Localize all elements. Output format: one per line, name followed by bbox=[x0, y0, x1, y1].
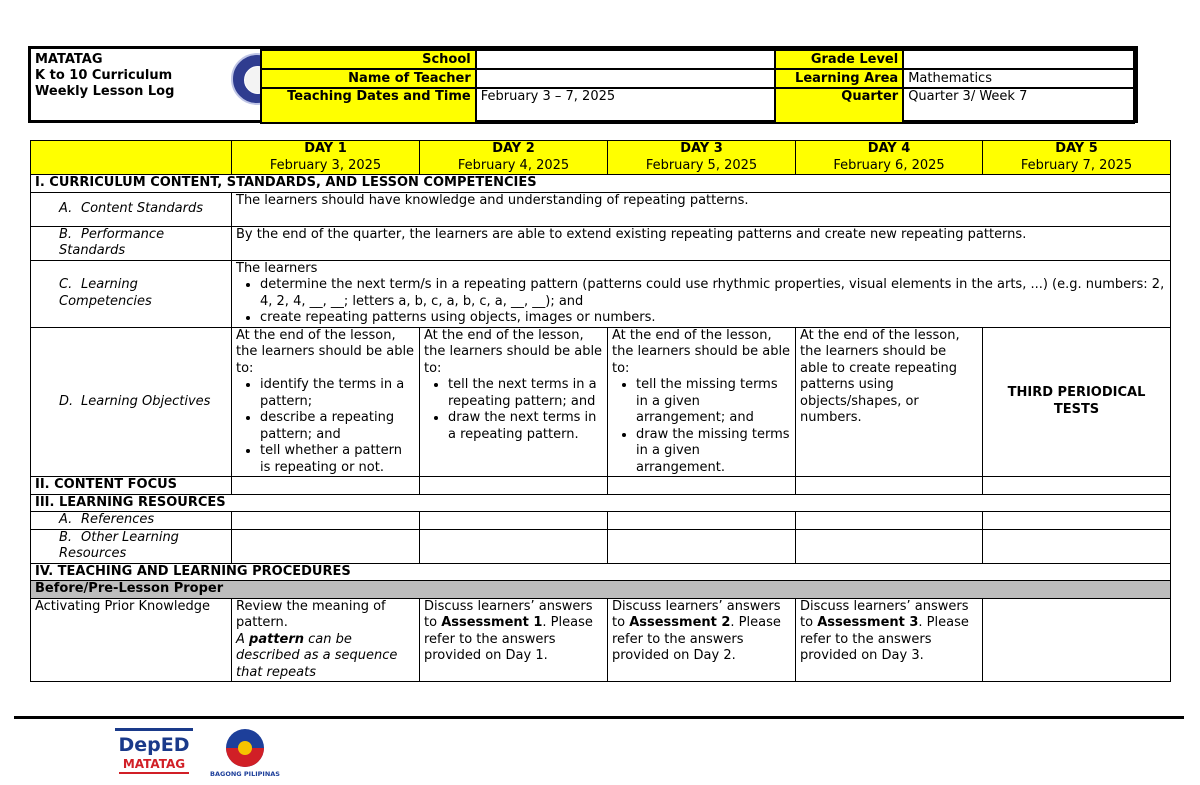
activating-day-1: Review the meaning of pattern. A pattern can be described as a sequence that repeats bbox=[232, 598, 420, 682]
header-info-grid bbox=[260, 49, 1135, 124]
content-standards-label: A. Content Standards bbox=[31, 192, 232, 226]
svg-text:MATATAG: MATATAG bbox=[122, 757, 186, 771]
before-lesson-band: Before/Pre-Lesson Proper bbox=[31, 581, 1171, 599]
footer-divider bbox=[14, 716, 1184, 719]
grade-level-value bbox=[903, 50, 1134, 69]
performance-standards-label: B. Performance Standards bbox=[31, 226, 232, 260]
activating-day-2: Discuss learners’ answers to Assessment 1. Please refer to the answers provided on Day 1. bbox=[420, 598, 608, 682]
objectives-day-4: At the end of the lesson, the learners should be able to create repeating patterns using objects/shapes, or numbers. bbox=[796, 327, 983, 477]
day-1-header: DAY 1 February 3, 2025 bbox=[232, 141, 420, 175]
day-4-header: DAY 4 February 6, 2025 bbox=[796, 141, 983, 175]
day-5-header: DAY 5 February 7, 2025 bbox=[983, 141, 1171, 175]
school-label: School bbox=[261, 50, 476, 69]
svg-text:DepED: DepED bbox=[118, 734, 190, 756]
objectives-day-1: At the end of the lesson, the learners should be able to: • identify the terms in a pattern; • describe a repeating pattern; and • tell whether a pattern is repeating or not. bbox=[232, 327, 420, 477]
svg-text:BAGONG PILIPINAS: BAGONG PILIPINAS bbox=[210, 770, 280, 778]
competency-item: • determine the next term/s in a repeating pattern (patterns could use rhythmic properties, visual elements in the arts, ...) (e.g. numbers: 2, 4, 2, 4, __, __; letters a, b, c, a, b, c, a, __, __); and bbox=[260, 277, 1166, 310]
deped-matatag-logo bbox=[115, 728, 193, 778]
section-3-title: III. LEARNING RESOURCES bbox=[31, 494, 1171, 512]
corner-cell bbox=[31, 141, 232, 175]
activating-day-4: Discuss learners’ answers to Assessment 3. Please refer to the answers provided on Day 3. bbox=[796, 598, 983, 682]
learning-area-label: Learning Area bbox=[775, 69, 904, 88]
objectives-day-2: At the end of the lesson, the learners should be able to: • tell the next terms in a repeating pattern; and • draw the next terms in a repeating pattern. bbox=[420, 327, 608, 477]
activating-day-3: Discuss learners’ answers to Assessment 2. Please refer to the answers provided on Day 2. bbox=[608, 598, 796, 682]
school-value bbox=[476, 50, 775, 69]
competencies-text: The learners • determine the next term/s in a repeating pattern (patterns could use rhythmic properties, visual elements in the arts, ...) (e.g. numbers: 2, 4, 2, 4, __, __; letters a, b, c, a, b, c, a, __, __); and • create repeating patterns using objects, images or numbers. bbox=[232, 260, 1171, 327]
grade-level-label: Grade Level bbox=[775, 50, 904, 69]
quarter-value: Quarter 3/ Week 7 bbox=[903, 88, 1134, 123]
day-3-header: DAY 3 February 5, 2025 bbox=[608, 141, 796, 175]
day-header-row bbox=[31, 141, 1171, 175]
header-line-3: Weekly Lesson Log bbox=[35, 84, 175, 99]
objectives-day-3: At the end of the lesson, the learners should be able to: • tell the missing terms in a given arrangement; and • draw the missing terms in a given arrangement. bbox=[608, 327, 796, 477]
references-label: A. References bbox=[31, 512, 232, 530]
teacher-label: Name of Teacher bbox=[261, 69, 476, 88]
dates-label: Teaching Dates and Time bbox=[261, 88, 476, 123]
section-2-title: II. CONTENT FOCUS bbox=[31, 477, 232, 495]
section-1-title: I. CURRICULUM CONTENT, STANDARDS, AND LESSON COMPETENCIES bbox=[31, 175, 1171, 193]
objectives-day-5: THIRD PERIODICAL TESTS bbox=[983, 327, 1171, 477]
content-standards-text: The learners should have knowledge and understanding of repeating patterns. bbox=[232, 192, 1171, 226]
other-resources-label: B. Other Learning Resources bbox=[31, 529, 232, 563]
activating-day-5 bbox=[983, 598, 1171, 682]
dates-value: February 3 – 7, 2025 bbox=[476, 88, 775, 123]
competencies-label: C. Learning Competencies bbox=[31, 260, 232, 327]
activating-label: Activating Prior Knowledge bbox=[31, 598, 232, 682]
header-title bbox=[35, 52, 195, 100]
teacher-value bbox=[476, 69, 775, 88]
quarter-label: Quarter bbox=[775, 88, 904, 123]
header-line-1: MATATAG bbox=[35, 52, 103, 67]
bagong-pilipinas-logo bbox=[210, 727, 280, 779]
lesson-log-table bbox=[30, 140, 1171, 682]
objectives-label: D. Learning Objectives bbox=[31, 327, 232, 477]
competency-item: • create repeating patterns using objects, images or numbers. bbox=[260, 310, 1166, 327]
section-4-title: IV. TEACHING AND LEARNING PROCEDURES bbox=[31, 563, 1171, 581]
performance-standards-text: By the end of the quarter, the learners are able to extend existing repeating patterns and create new repeating patterns. bbox=[232, 226, 1171, 260]
learning-area-value: Mathematics bbox=[903, 69, 1134, 88]
day-2-header: DAY 2 February 4, 2025 bbox=[420, 141, 608, 175]
header-box bbox=[28, 46, 1138, 123]
header-line-2: K to 10 Curriculum bbox=[35, 68, 173, 83]
